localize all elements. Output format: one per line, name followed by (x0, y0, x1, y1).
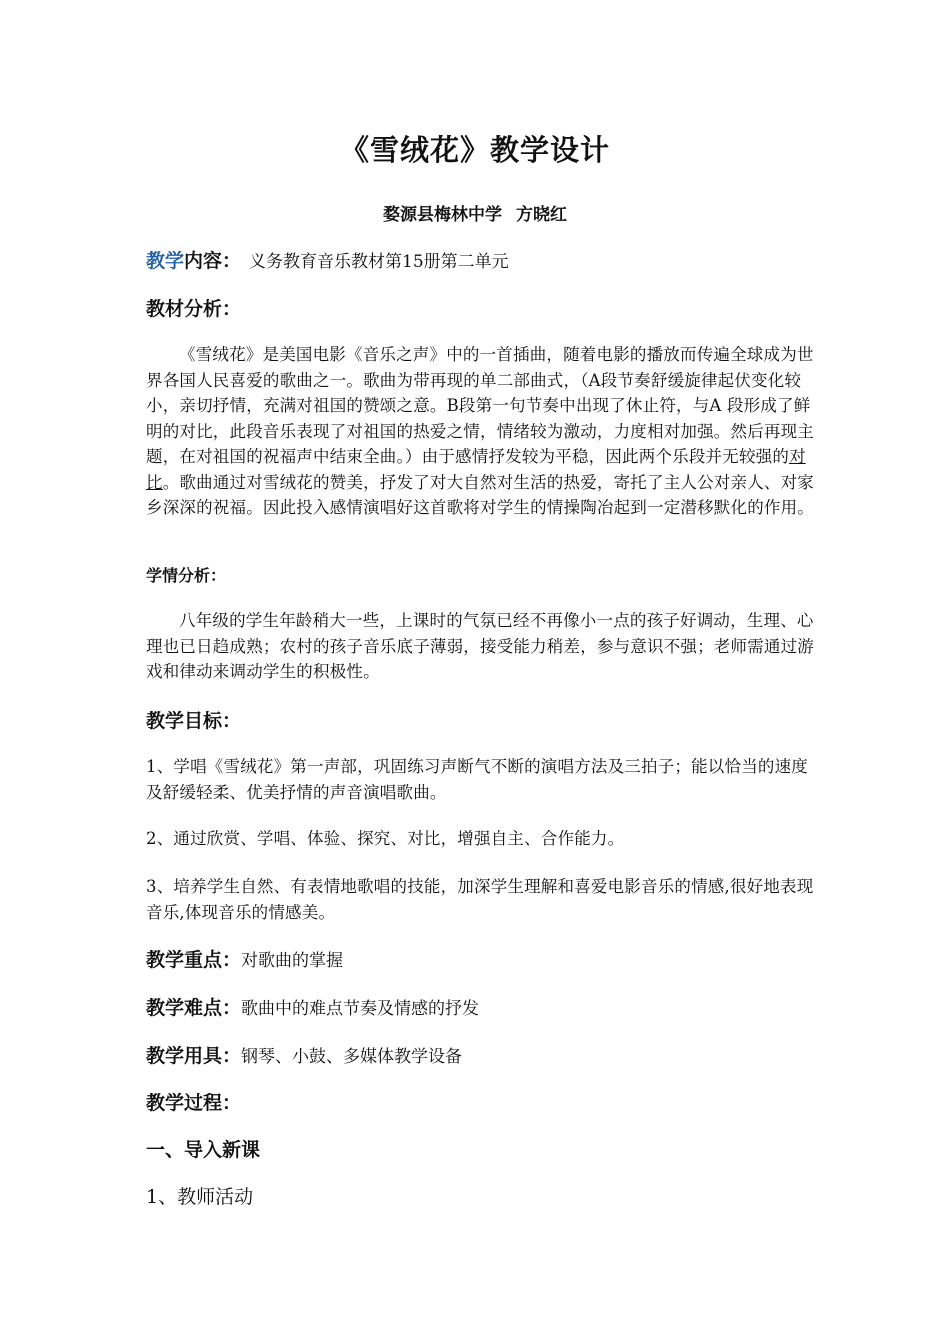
content-label-b: 内容： (184, 250, 242, 272)
process-label: 教学过程： (146, 1092, 242, 1114)
material-text-before: 《雪绒花》是美国电影《音乐之声》中的一首插曲，随着电影的播放而传遍全球成为世界各国人民喜爱的歌曲之一。歌曲为带再现的单二部曲式，（A段节奏舒缓旋律起伏变化较小，亲切抒情，充满对祖国的赞颂之意。B段第一句节奏中出现了休止符，与A 段形成了鲜明的对比，此段音乐表现了对祖国的热爱之情，情绪较为激动，力度相对加强。然后再现主题，在对祖国的祝福声中结束全曲。）由于感情抒发较为平稳，因此两个乐段并无较强的 (146, 345, 814, 466)
key-point-label: 教学重点： (146, 949, 242, 971)
key-point-value: 对歌曲的掌握 (241, 951, 344, 971)
goal-text-2: 2、通过欣赏、学唱、体验、探究、对比，增强自主、合作能力。 (146, 829, 625, 848)
tools-row (146, 1041, 818, 1068)
material-text-underlined: 对比 (146, 447, 806, 492)
goal-item-3 (146, 874, 818, 925)
goal-item-1 (146, 754, 818, 805)
author-line (0, 200, 950, 225)
goal-item-2 (146, 826, 818, 852)
author-school: 婺源县梅林中学 (383, 205, 502, 225)
material-paragraph (146, 342, 818, 521)
content-row (146, 246, 818, 273)
key-point-row (146, 945, 818, 972)
students-text: 八年级的学生年龄稍大一些，上课时的气氛已经不再像小一点的孩子好调动，生理、心理也已日趋成熟；农村的孩子音乐底子薄弱，接受能力稍差，参与意识不强；老师需通过游戏和律动来调动学生的积极性。 (146, 611, 814, 681)
document-title: 《雪绒花》教学设计 (339, 133, 610, 167)
material-label: 教材分析： (146, 298, 242, 320)
difficulty-label: 教学难点： (146, 997, 242, 1019)
goal-text-3: 3、培养学生自然、有表情地歌唱的技能，加深学生理解和喜爱电影音乐的情感,很好地表现音乐,体现音乐的情感美。 (146, 877, 814, 922)
tools-value: 钢琴、小鼓、多媒体教学设备 (241, 1047, 463, 1067)
students-label: 学情分析： (146, 566, 227, 585)
students-paragraph (146, 608, 818, 685)
tools-label: 教学用具： (146, 1045, 242, 1067)
goals-label: 教学目标： (146, 710, 242, 732)
goal-text-1: 1、学唱《雪绒花》第一声部，巩固练习声断气不断的演唱方法及三拍子；能以恰当的速度及舒缓轻柔、优美抒情的声音演唱歌曲。 (146, 757, 808, 802)
difficulty-value: 歌曲中的难点节奏及情感的抒发 (241, 999, 480, 1019)
difficulty-row (146, 993, 818, 1020)
author-name: 方晓红 (516, 205, 567, 225)
step1-label: 1、教师活动 (146, 1186, 254, 1208)
section1-heading (146, 1135, 818, 1162)
content-label-a: 教学 (146, 250, 185, 272)
step1-heading (146, 1182, 818, 1209)
material-heading (146, 294, 818, 321)
section1-label: 一、导入新课 (146, 1139, 261, 1161)
students-heading (146, 563, 818, 586)
goals-heading (146, 706, 818, 733)
content-value: 义务教育音乐教材第15册第二单元 (249, 252, 509, 272)
process-heading (146, 1088, 818, 1115)
material-text-after: 。歌曲通过对雪绒花的赞美，抒发了对大自然对生活的热爱，寄托了主人公对亲人、对家乡深深的祝福。因此投入感情演唱好这首歌将对学生的情操陶冶起到一定潜移默化的作用。 (146, 472, 815, 517)
